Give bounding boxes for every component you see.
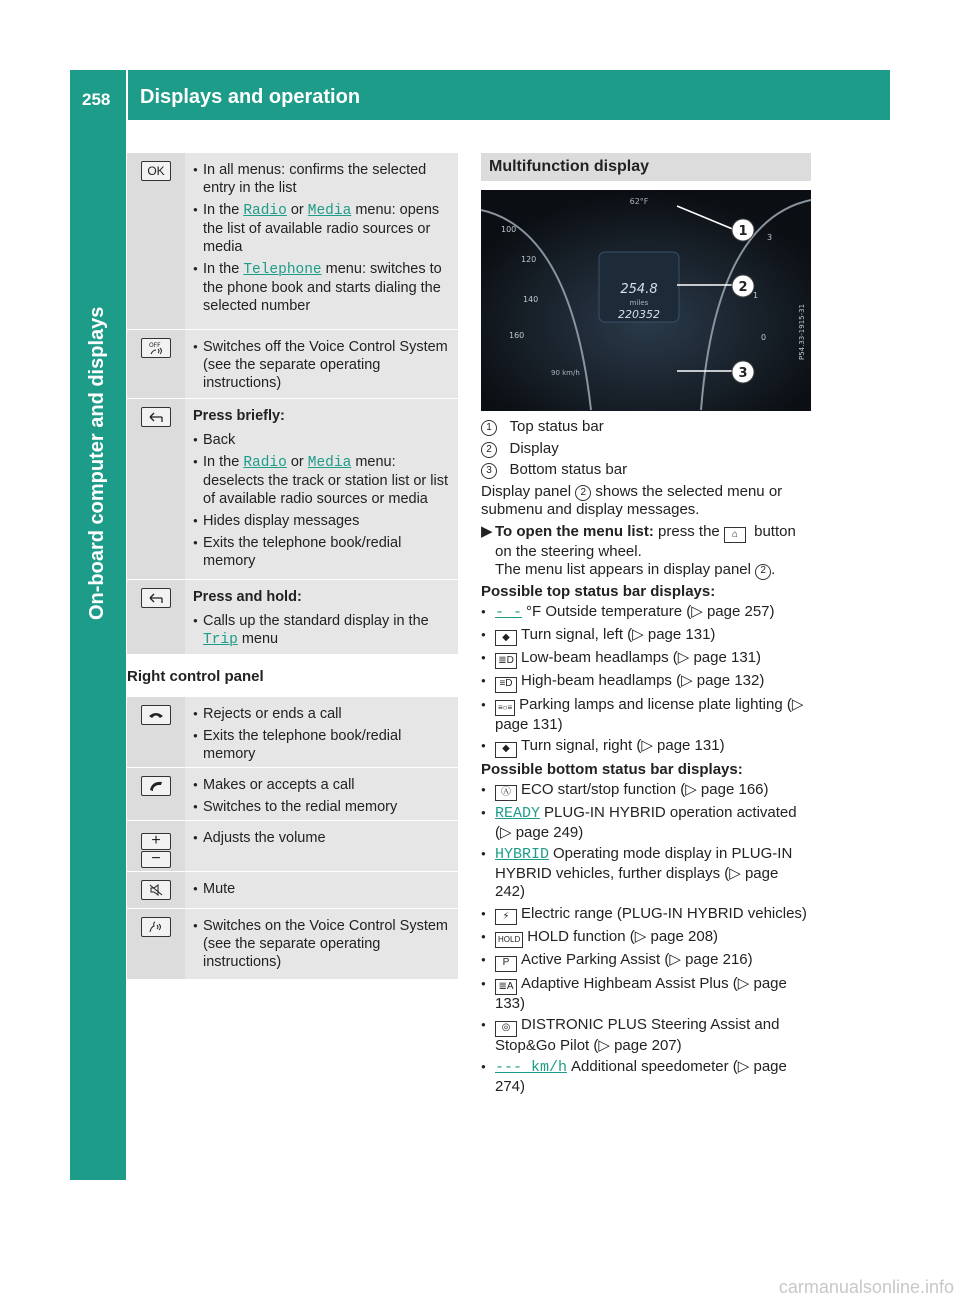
- back-icon: [141, 588, 171, 608]
- legend-item: 3 Bottom status bar: [481, 461, 811, 480]
- svg-text:160: 160: [509, 331, 525, 340]
- table-row-voice-on: [127, 909, 458, 980]
- list-item: ● Back: [193, 431, 452, 449]
- back-icon: [141, 407, 171, 427]
- list-item: ● In all menus: confirms the selected entry in the list: [193, 161, 452, 197]
- list-item: ● HYBRID Operating mode display in PLUG-IN HYBRID vehicles, further displays (▷ page 242): [481, 845, 811, 902]
- list-item: ● Ⓐ ECO start/stop function (▷ page 166): [481, 781, 811, 801]
- table-row-end-call: [127, 697, 458, 768]
- status-icon: ≡D: [495, 677, 517, 693]
- svg-text:254.8: 254.8: [620, 282, 658, 297]
- table-row-back-brief: [127, 399, 458, 580]
- list-item: ● P Active Parking Assist (▷ page 216): [481, 951, 811, 971]
- list-item: ● Adjusts the volume: [193, 829, 452, 847]
- side-tab-text: On-board computer and displays: [86, 306, 108, 620]
- list-item: ● Hides display messages: [193, 512, 452, 530]
- voice-control-off-icon: [141, 338, 171, 358]
- status-icon: ◆: [495, 630, 517, 646]
- svg-text:2: 2: [738, 280, 748, 295]
- top-status-list: [481, 603, 811, 757]
- svg-text:220352: 220352: [618, 308, 660, 321]
- list-item: ● Makes or accepts a call: [193, 776, 452, 794]
- accept-call-icon: [141, 776, 171, 796]
- status-icon: HOLD: [495, 932, 523, 948]
- legend-item: 2 Display: [481, 440, 811, 459]
- table-row-volume: [127, 821, 458, 872]
- ok-key-icon: OK: [141, 161, 171, 181]
- svg-text:3: 3: [738, 366, 748, 381]
- list-item: ● In the Telephone menu: switches to the phone book and starts dialing the selected number: [193, 260, 452, 315]
- volume-up-icon: +: [141, 833, 171, 850]
- page-title: Displays and operation: [140, 86, 361, 108]
- bottom-status-heading: Possible bottom status bar displays:: [481, 760, 743, 778]
- list-item: ● Switches to the redial memory: [193, 798, 452, 816]
- table-row-ok: [127, 153, 458, 330]
- svg-text:1: 1: [738, 224, 748, 239]
- svg-text:0: 0: [761, 333, 767, 342]
- list-item: ● HOLD HOLD function (▷ page 208): [481, 928, 811, 948]
- list-item: ● ≣A Adaptive Highbeam Assist Plus (▷ page 133): [481, 975, 811, 1014]
- table-row-voice-off: [127, 330, 458, 399]
- status-icon: ⚡: [495, 909, 517, 925]
- end-call-icon: [141, 705, 171, 725]
- top-status-heading: Possible top status bar displays:: [481, 582, 716, 600]
- table-row-mute: [127, 872, 458, 909]
- list-item: ● Exits the telephone book/redial memory: [193, 727, 452, 763]
- svg-text:140: 140: [523, 295, 539, 304]
- status-icon: ≣A: [495, 979, 517, 995]
- status-icon: ◎: [495, 1021, 517, 1037]
- home-icon: ⌂: [724, 527, 746, 543]
- mute-icon: [141, 880, 171, 900]
- table-row-back-hold: [127, 580, 458, 655]
- table-row-accept-call: [127, 768, 458, 821]
- page-number: 258: [82, 90, 111, 109]
- status-icon: ◆: [495, 742, 517, 758]
- left-controls-table: [127, 153, 458, 655]
- svg-text:P54.33-1915-31: P54.33-1915-31: [798, 303, 806, 360]
- right-controls-table: [127, 697, 458, 980]
- list-item: ● ≡○≡ Parking lamps and license plate lighting (▷ page 131): [481, 696, 811, 735]
- watermark: carmanualsonline.info: [778, 1277, 954, 1297]
- multifunction-display-heading: Multifunction display: [481, 153, 811, 181]
- list-item: ● ◆ Turn signal, right (▷ page 131): [481, 737, 811, 757]
- status-icon: Ⓐ: [495, 785, 517, 801]
- status-icon: ≡○≡: [495, 700, 515, 716]
- svg-text:120: 120: [521, 255, 537, 264]
- intro-paragraph: Display panel 2 shows the selected menu or submenu and display messages.: [481, 482, 783, 518]
- status-icon: ≣D: [495, 653, 517, 669]
- list-item: ● Mute: [193, 880, 452, 898]
- list-item: ● Switches on the Voice Control System (see the separate operating instructions): [193, 917, 452, 971]
- instrument-cluster-image: [481, 190, 811, 411]
- list-item: ● Calls up the standard display in the Trip menu: [193, 612, 452, 649]
- list-item: ● Switches off the Voice Control System (see the separate operating instructions): [193, 338, 452, 392]
- volume-down-icon: −: [141, 851, 171, 868]
- bottom-status-list: [481, 781, 811, 1096]
- right-control-panel-heading: Right control panel: [127, 668, 264, 685]
- status-icon: P: [495, 956, 517, 972]
- list-item: ● In the Radio or Media menu: opens the list of available radio sources or media: [193, 201, 452, 256]
- list-item: ● - - °F Outside temperature (▷ page 257): [481, 603, 811, 623]
- step-open-menu: ▶ To open the menu list: press the ⌂ button on the steering wheel. The menu list appears in display panel 2 .: [481, 522, 796, 579]
- list-item: ● In the Radio or Media menu: deselects the track or station list or list of available radio sources or media: [193, 453, 452, 508]
- svg-text:3: 3: [767, 233, 773, 242]
- list-item: ● ≡D High-beam headlamps (▷ page 132): [481, 672, 811, 692]
- svg-text:1: 1: [753, 291, 759, 300]
- list-item: ● ⚡ Electric range (PLUG-IN HYBRID vehicles): [481, 905, 811, 925]
- list-item: ● Rejects or ends a call: [193, 705, 452, 723]
- press-hold-heading: Press and hold:: [193, 589, 302, 605]
- list-item: ● Exits the telephone book/redial memory: [193, 534, 452, 570]
- svg-text:90 km/h: 90 km/h: [551, 369, 580, 377]
- svg-text:100: 100: [501, 225, 517, 234]
- press-briefly-heading: Press briefly:: [193, 408, 285, 424]
- side-tab: [70, 120, 126, 1180]
- voice-control-icon: [141, 917, 171, 937]
- list-item: ● --- km/h Additional speedometer (▷ page 274): [481, 1058, 811, 1096]
- multifunction-text: [481, 418, 811, 1099]
- list-item: ● ◆ Turn signal, left (▷ page 131): [481, 626, 811, 646]
- svg-text:62°F: 62°F: [629, 197, 649, 206]
- list-item: ● ≣D Low-beam headlamps (▷ page 131): [481, 649, 811, 669]
- legend-item: 1 Top status bar: [481, 418, 811, 437]
- list-item: ● ◎ DISTRONIC PLUS Steering Assist and Stop&Go Pilot (▷ page 207): [481, 1016, 811, 1055]
- svg-text:miles: miles: [629, 299, 649, 307]
- svg-text:OFF: OFF: [149, 342, 161, 349]
- list-item: ● READY PLUG-IN HYBRID operation activated (▷ page 249): [481, 804, 811, 842]
- header-divider: [126, 70, 128, 120]
